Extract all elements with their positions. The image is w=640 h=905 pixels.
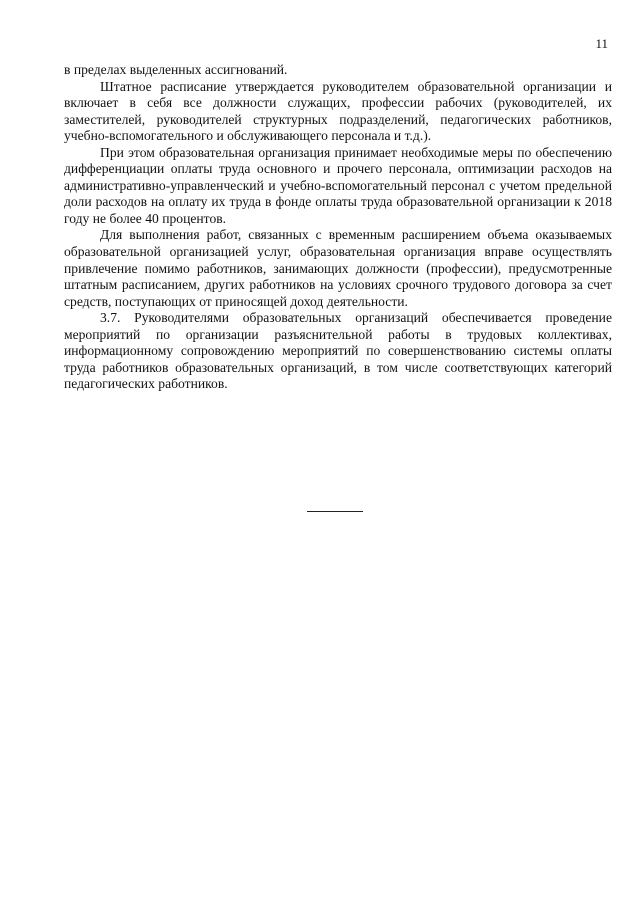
end-separator-line [307, 511, 363, 512]
paragraph-salary-differentiation: При этом образовательная организация принимает необходимые меры по обеспечению дифференциации оплаты труда основного и прочего персонала, оптимизации расходов на административно-управленческий и учебно-вспомогательный персонал с учетом предельной доли расходов на оплату их труда в фонде оплаты труда образовательной организации к 2018 году не более 40 процентов. [64, 144, 612, 226]
paragraph-continuation: в пределах выделенных ассигнований. [64, 62, 288, 77]
paragraph-section-3-7: 3.7. Руководителями образовательных организаций обеспечивается проведение мероприятий по организации разъяснительной работы в трудовых коллективах, информационному сопровождению мероприятий по совершенствованию системы оплаты труда работников образовательных организаций, в том числе соответствующих категорий педагогических работников. [64, 310, 612, 392]
page-number: 11 [595, 36, 608, 51]
paragraph-temporary-workers: Для выполнения работ, связанных с временным расширением объема оказываемых образовательной организацией услуг, образовательная организация вправе осуществлять привлечение помимо работников, занимающих должности (профессии), предусмотренные штатным расписанием, других работников на условиях срочного трудового договора за счет средств, поступающих от приносящей доход деятельности. [64, 227, 612, 309]
document-body [64, 62, 612, 393]
paragraph-staff-schedule: Штатное расписание утверждается руководителем образовательной организации и включает в себя все должности служащих, профессии рабочих (руководителей, их заместителей, руководителей структурных подразделений, педагогических работников, учебно-вспомогательного и обслуживающего персонала и т.д.). [64, 78, 612, 144]
